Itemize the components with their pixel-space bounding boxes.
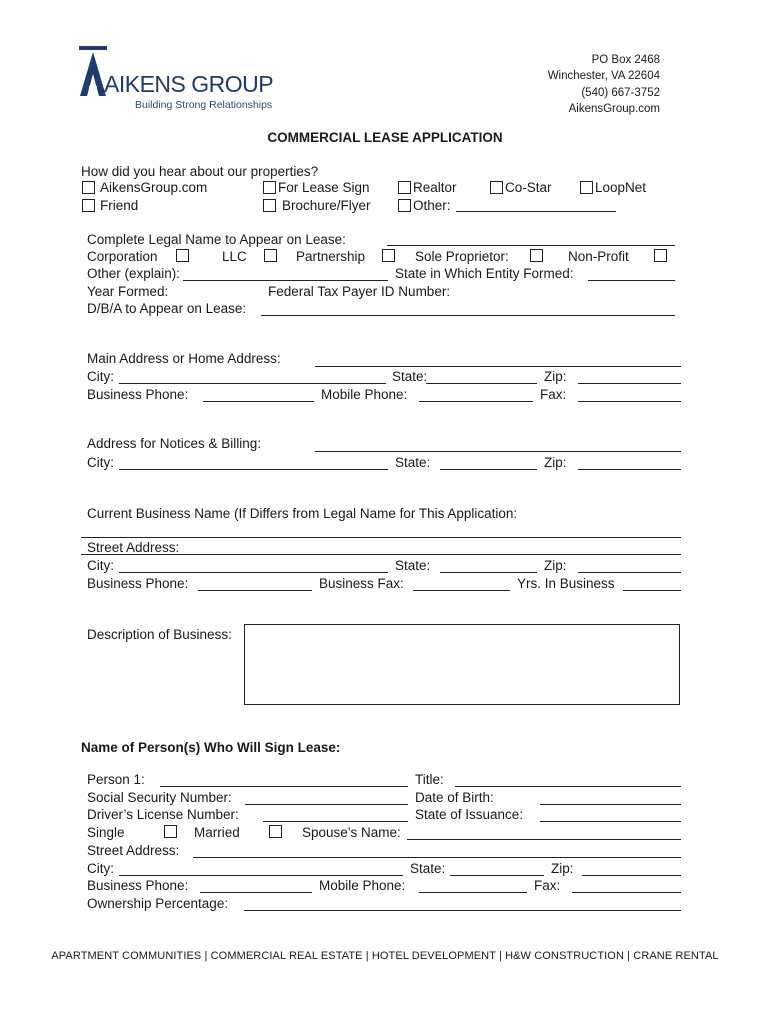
signer-mobile-phone-label: Mobile Phone: [319,878,406,893]
entity-llc-label: LLC [222,249,247,264]
address-phone: (540) 667-3752 [581,87,660,99]
business-fax-label: Business Fax: [319,576,404,591]
signer-street-label: Street Address: [87,843,180,858]
option-loopnet: LoopNet [595,180,647,195]
option-friend: Friend [100,198,139,213]
form-title: COMMERCIAL LEASE APPLICATION [267,130,503,145]
notice-address-label: Address for Notices & Billing: [87,436,262,451]
notice-state-label: State: [395,455,431,470]
logo-mark-icon [79,46,107,98]
person-title-field[interactable] [455,786,681,787]
description-textarea[interactable] [244,624,680,705]
notice-city-field[interactable] [119,469,388,470]
logo-wordmark: AIKENS GROUP [104,71,274,97]
notice-zip-field[interactable] [578,469,681,470]
hear-question: How did you hear about our properties? [81,164,319,179]
other-source-field[interactable] [456,211,616,212]
signer-zip-label: Zip: [551,861,574,876]
spouse-field[interactable] [407,839,681,840]
address-website: AikensGroup.com [568,103,660,115]
main-address-label: Main Address or Home Address: [87,351,281,366]
business-state-field[interactable] [440,572,537,573]
main-address-field[interactable] [315,366,681,367]
notice-city-label: City: [87,455,114,470]
checkbox-sole-proprietor[interactable] [530,249,543,262]
dba-field[interactable] [261,315,675,316]
signer-fax-field[interactable] [572,892,681,893]
notice-address-field[interactable] [315,451,681,452]
checkbox-partnership[interactable] [382,249,395,262]
notice-zip-label: Zip: [544,455,567,470]
state-formed-field[interactable] [588,280,675,281]
license-label: Driver’s License Number: [87,807,239,822]
legal-name-field[interactable] [387,245,675,246]
option-brochure: Brochure/Flyer [282,198,371,213]
main-mobile-phone-label: Mobile Phone: [321,387,408,402]
address-po-box: PO Box 2468 [591,54,660,66]
person-field[interactable] [160,786,408,787]
checkbox-loopnet[interactable] [580,181,593,194]
checkbox-married[interactable] [269,825,282,838]
signers-heading: Name of Person(s) Who Will Sign Lease: [81,740,341,755]
current-business-label: Current Business Name (If Differs from Legal Name for This Application: [87,506,518,521]
option-aikensgroup: AikensGroup.com [100,180,208,195]
business-phone-label: Business Phone: [87,576,189,591]
checkbox-brochure[interactable] [263,199,276,212]
checkbox-llc[interactable] [264,249,277,262]
years-in-business-label: Yrs. In Business [517,576,615,591]
description-label: Description of Business: [87,627,232,642]
issuance-label: State of Issuance: [415,807,524,822]
ownership-field[interactable] [244,910,681,911]
signer-street-field[interactable] [193,857,681,858]
signer-state-label: State: [410,861,446,876]
state-formed-label: State in Which Entity Formed: [395,266,574,281]
business-zip-field[interactable] [578,572,681,573]
business-city-label: City: [87,558,114,573]
business-street-label: Street Address: [87,540,180,555]
entity-partnership-label: Partnership [296,249,366,264]
year-formed-label: Year Formed: [87,284,169,299]
issuance-field[interactable] [540,821,681,822]
signer-city-label: City: [87,861,114,876]
signer-business-phone-field[interactable] [200,892,312,893]
signer-state-field[interactable] [450,875,544,876]
checkbox-non-profit[interactable] [654,249,667,262]
dob-label: Date of Birth: [415,790,494,805]
address-city: Winchester, VA 22604 [547,70,660,82]
current-business-field[interactable] [81,537,681,538]
signer-city-field[interactable] [119,875,403,876]
checkbox-corporation[interactable] [176,249,189,262]
entity-non-profit-label: Non-Profit [568,249,629,264]
footer-divisions: APARTMENT COMMUNITIES | COMMERCIAL REAL ESTATE | HOTEL DEVELOPMENT | H&W CONSTRUCTION | CRANE RENTAL [51,950,719,962]
signer-mobile-phone-field[interactable] [419,892,527,893]
spouse-label: Spouse’s Name: [302,825,401,840]
single-label: Single [87,825,125,840]
legal-name-label: Complete Legal Name to Appear on Lease: [87,232,346,247]
main-business-phone-field[interactable] [203,401,314,402]
entity-sole-proprietor-label: Sole Proprietor: [415,249,509,264]
main-business-phone-label: Business Phone: [87,387,189,402]
ownership-label: Ownership Percentage: [87,896,229,911]
entity-corporation-label: Corporation [87,249,158,264]
option-for-lease-sign: For Lease Sign [278,180,370,195]
ssn-field[interactable] [245,804,408,805]
checkbox-aikensgroup[interactable] [82,181,95,194]
dba-label: D/B/A to Appear on Lease: [87,301,247,316]
checkbox-for-lease-sign[interactable] [263,181,276,194]
option-costar: Co-Star [505,180,552,195]
checkbox-realtor[interactable] [398,181,411,194]
main-city-label: City: [87,369,114,384]
ssn-label: Social Security Number: [87,790,232,805]
license-field[interactable] [263,821,408,822]
business-fax-field[interactable] [413,590,510,591]
dob-field[interactable] [540,804,681,805]
checkbox-single[interactable] [164,825,177,838]
logo-tagline: Building Strong Relationships [135,99,273,111]
person-title-label: Title: [415,772,444,787]
checkbox-costar[interactable] [490,181,503,194]
signer-zip-field[interactable] [582,875,681,876]
person-label: Person 1: [87,772,145,787]
signer-fax-label: Fax: [534,878,561,893]
option-realtor: Realtor [413,180,457,195]
main-zip-field[interactable] [578,383,681,384]
business-street-field[interactable] [81,554,681,555]
business-phone-field[interactable] [198,590,312,591]
main-zip-label: Zip: [544,369,567,384]
main-fax-field[interactable] [578,401,681,402]
signer-business-phone-label: Business Phone: [87,878,189,893]
business-city-field[interactable] [119,572,388,573]
main-state-field[interactable] [426,383,537,384]
checkbox-other[interactable] [398,199,411,212]
main-state-label: State: [392,369,428,384]
checkbox-friend[interactable] [82,199,95,212]
notice-state-field[interactable] [440,469,537,470]
business-state-label: State: [395,558,431,573]
business-zip-label: Zip: [544,558,567,573]
other-explain-field[interactable] [183,280,388,281]
main-mobile-phone-field[interactable] [419,401,533,402]
years-in-business-field[interactable] [623,590,681,591]
main-fax-label: Fax: [540,387,567,402]
other-explain-label: Other (explain): [87,266,181,281]
option-other: Other: [413,198,451,213]
tax-id-label: Federal Tax Payer ID Number: [268,284,451,299]
married-label: Married [194,825,240,840]
main-city-field[interactable] [119,383,386,384]
